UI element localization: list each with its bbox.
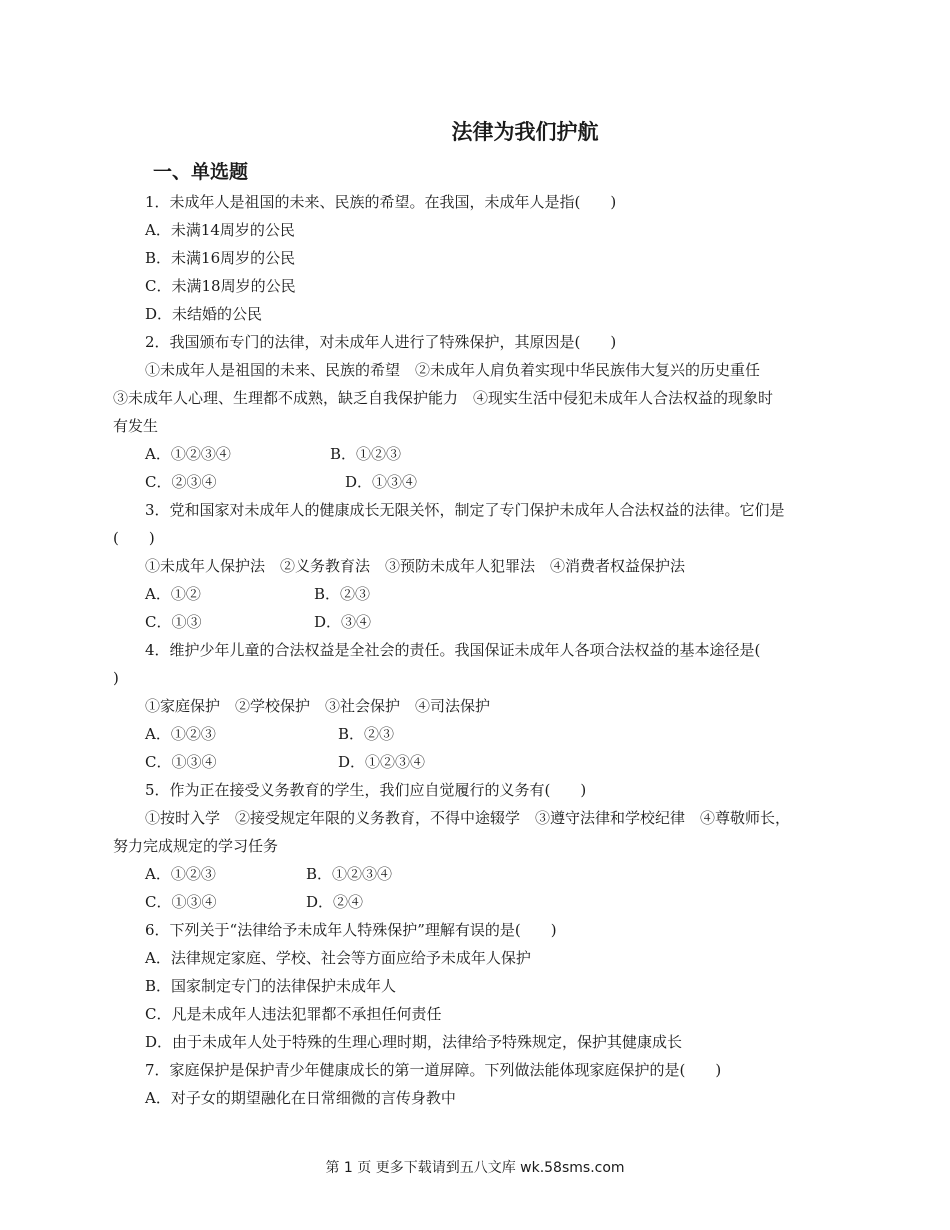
option-6a: A．法律规定家庭、学校、社会等方面应给予未成年人保护 xyxy=(145,949,531,967)
question-4: 4．维护少年儿童的合法权益是全社会的责任。我国保证未成年人各项合法权益的基本途径是( xyxy=(145,641,761,659)
option-3a: A．①② xyxy=(145,585,201,603)
page-title: 法律为我们护航 xyxy=(451,120,599,144)
option-3c: C．①③ xyxy=(145,613,202,631)
option-4b: B．②③ xyxy=(338,725,395,743)
question-1: 1．未成年人是祖国的未来、民族的希望。在我国，未成年人是指( ) xyxy=(145,193,617,211)
statement-5-line2: 努力完成规定的学习任务 xyxy=(113,837,279,855)
question-7: 7．家庭保护是保护青少年健康成长的第一道屏障。下列做法能体现家庭保护的是( ) xyxy=(145,1061,722,1079)
statement-2-line2: ③未成年人心理、生理都不成熟，缺乏自我保护能力 ④现实生活中侵犯未成年人合法权益的现象时 xyxy=(113,389,774,407)
question-6: 6．下列关于“法律给予未成年人特殊保护”理解有误的是( ) xyxy=(145,921,557,939)
question-3-cont: ( ) xyxy=(113,529,155,547)
question-3: 3．党和国家对未成年人的健康成长无限关怀，制定了专门保护未成年人合法权益的法律。它们是 xyxy=(145,501,785,519)
option-4d: D．①②③④ xyxy=(338,753,426,771)
section-heading: 一、单选题 xyxy=(153,161,249,183)
option-1a: A．未满14周岁的公民 xyxy=(145,221,295,239)
page-footer: 第 1 页 更多下载请到五八文库 wk.58sms.com xyxy=(325,1160,625,1176)
option-4c: C．①③④ xyxy=(145,753,217,771)
option-5d: D．②④ xyxy=(306,893,364,911)
statement-3: ①未成年人保护法 ②义务教育法 ③预防未成年人犯罪法 ④消费者权益保护法 xyxy=(145,557,686,575)
option-6c: C．凡是未成年人违法犯罪都不承担任何责任 xyxy=(145,1005,442,1023)
option-1b: B．未满16周岁的公民 xyxy=(145,249,296,267)
option-2d: D．①③④ xyxy=(345,473,418,491)
option-1c: C．未满18周岁的公民 xyxy=(145,277,296,295)
option-5c: C．①③④ xyxy=(145,893,217,911)
option-2c: C．②③④ xyxy=(145,473,217,491)
statement-2-line1: ①未成年人是祖国的未来、民族的希望 ②未成年人肩负着实现中华民族伟大复兴的历史重任 xyxy=(145,361,761,379)
statement-4: ①家庭保护 ②学校保护 ③社会保护 ④司法保护 xyxy=(145,697,491,715)
option-3b: B．②③ xyxy=(314,585,371,603)
option-6d: D．由于未成年人处于特殊的生理心理时期，法律给予特殊规定，保护其健康成长 xyxy=(145,1033,683,1051)
option-2b: B．①②③ xyxy=(330,445,402,463)
option-1d: D．未结婚的公民 xyxy=(145,305,263,323)
option-5b: B．①②③④ xyxy=(306,865,393,883)
option-7a: A．对子女的期望融化在日常细微的言传身教中 xyxy=(145,1089,456,1107)
option-4a: A．①②③ xyxy=(145,725,216,743)
question-5: 5．作为正在接受义务教育的学生，我们应自觉履行的义务有( ) xyxy=(145,781,587,799)
question-4-cont: ) xyxy=(113,669,119,687)
question-2: 2．我国颁布专门的法律，对未成年人进行了特殊保护，其原因是( ) xyxy=(145,333,617,351)
option-2a: A．①②③④ xyxy=(145,445,231,463)
option-6b: B．国家制定专门的法律保护未成年人 xyxy=(145,977,397,995)
statement-5-line1: ①按时入学 ②接受规定年限的义务教育，不得中途辍学 ③遵守法律和学校纪律 ④尊敬师长， xyxy=(145,809,791,827)
statement-2-line3: 有发生 xyxy=(113,417,159,435)
option-5a: A．①②③ xyxy=(145,865,216,883)
option-3d: D．③④ xyxy=(314,613,372,631)
